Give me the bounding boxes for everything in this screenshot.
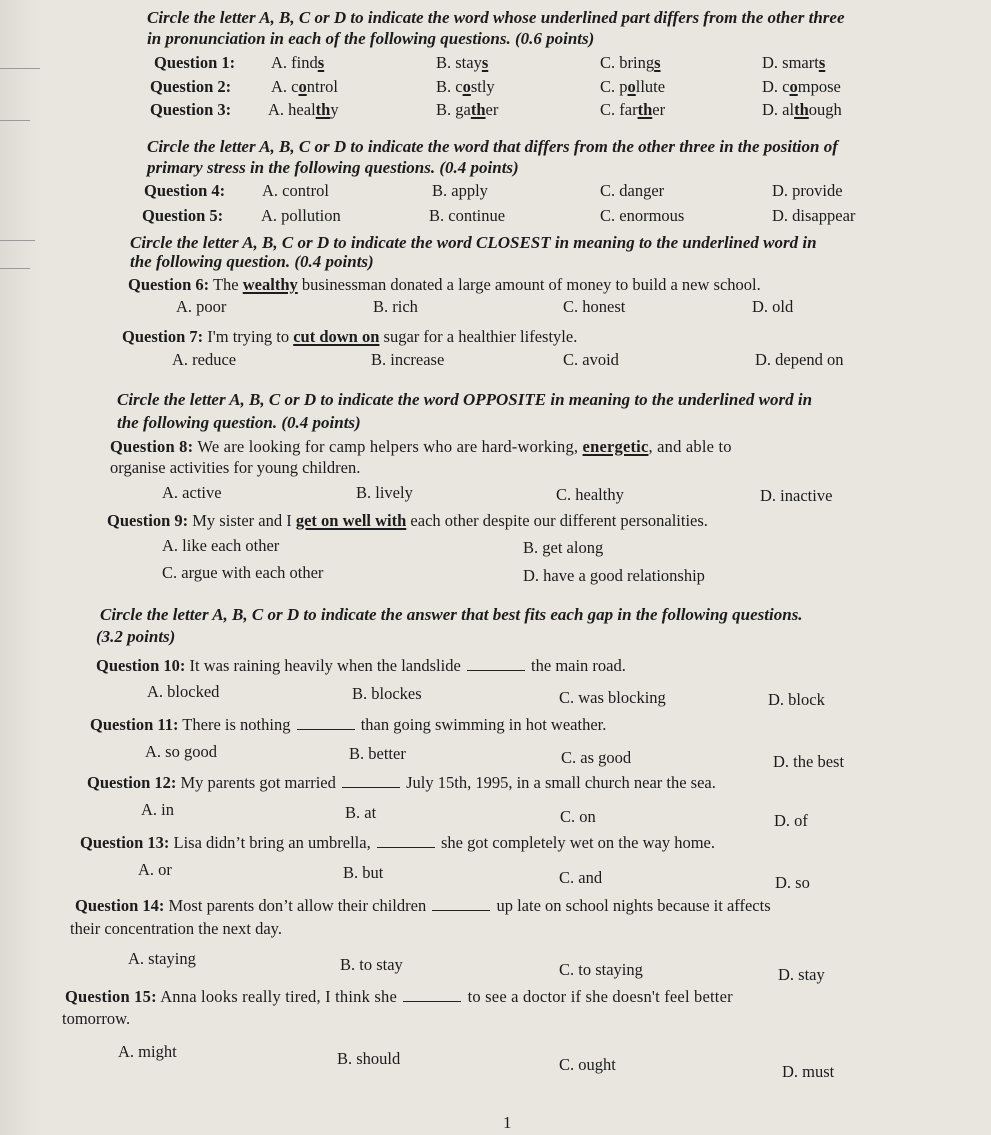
q12-option-c[interactable]: C. on (560, 807, 596, 826)
q3-option-c[interactable]: C. farther (600, 100, 666, 119)
section-4-instruction-line-2: the following question. (0.4 points) (117, 413, 361, 432)
q9-option-b[interactable]: B. get along (523, 538, 604, 557)
q1-option-c[interactable]: C. brings (600, 53, 661, 72)
q5-option-b[interactable]: B. continue (429, 206, 506, 225)
q5-option-d[interactable]: D. disappear (772, 206, 856, 225)
question-6-stem: Question 6: The wealthy businessman donated a large amount of money to build a new school. (128, 275, 761, 294)
section-1-instruction-line-1: Circle the letter A, B, C or D to indicate the word whose underlined part differs from the other three (147, 8, 845, 27)
q13-option-b[interactable]: B. but (343, 863, 384, 882)
q11-option-c[interactable]: C. as good (561, 748, 632, 767)
q13-option-d[interactable]: D. so (775, 873, 810, 892)
question-4-label: Question 4: (144, 181, 226, 200)
q14-option-d[interactable]: D. stay (778, 965, 825, 984)
answer-blank[interactable] (467, 670, 525, 671)
section-5-instruction-line-2: (3.2 points) (96, 627, 176, 646)
q1-option-b[interactable]: B. stays (436, 53, 489, 72)
page-edge-shadow (0, 0, 40, 1135)
q11-option-d[interactable]: D. the best (773, 752, 845, 771)
margin-rule (0, 120, 30, 121)
q12-option-d[interactable]: D. of (774, 811, 808, 830)
question-10-stem: Question 10: It was raining heavily when the landslide the main road. (96, 656, 626, 675)
question-7-stem: Question 7: I'm trying to cut down on sugar for a healthier lifestyle. (122, 327, 578, 346)
q9-option-c[interactable]: C. argue with each other (162, 563, 324, 582)
q3-option-d[interactable]: D. although (762, 100, 842, 119)
question-15-stem-line-2: tomorrow. (62, 1009, 131, 1028)
q5-option-c[interactable]: C. enormous (600, 206, 685, 225)
question-2-label: Question 2: (150, 77, 232, 96)
q6-option-d[interactable]: D. old (752, 297, 794, 316)
q14-option-a[interactable]: A. staying (128, 949, 196, 968)
question-1-label: Question 1: (154, 53, 236, 72)
answer-blank[interactable] (297, 729, 355, 730)
q1-option-a[interactable]: A. finds (271, 53, 325, 72)
question-15-stem: Question 15: Anna looks really tired, I think she to see a doctor if she doesn't feel better (65, 987, 733, 1006)
margin-rule (0, 240, 35, 241)
section-3-instruction-line-1: Circle the letter A, B, C or D to indicate the word CLOSEST in meaning to the underlined word in (130, 233, 817, 252)
question-8-stem-line-2: organise activities for young children. (110, 458, 361, 477)
q3-option-b[interactable]: B. gather (436, 100, 499, 119)
q4-option-b[interactable]: B. apply (432, 181, 488, 200)
q13-option-c[interactable]: C. and (559, 868, 603, 887)
q13-option-a[interactable]: A. or (138, 860, 172, 879)
q11-option-b[interactable]: B. better (349, 744, 406, 763)
page-number: 1 (503, 1113, 512, 1132)
answer-blank[interactable] (377, 847, 435, 848)
question-14-stem-line-2: their concentration the next day. (70, 919, 282, 938)
q4-option-a[interactable]: A. control (262, 181, 329, 200)
answer-blank[interactable] (432, 910, 490, 911)
q9-option-a[interactable]: A. like each other (162, 536, 280, 555)
question-5-label: Question 5: (142, 206, 224, 225)
q7-option-d[interactable]: D. depend on (755, 350, 844, 369)
section-5-instruction-line-1: Circle the letter A, B, C or D to indicate the answer that best fits each gap in the following questions. (100, 605, 803, 624)
question-9-stem: Question 9: My sister and I get on well with each other despite our different personalities. (107, 511, 708, 530)
q2-option-d[interactable]: D. compose (762, 77, 841, 96)
answer-blank[interactable] (342, 787, 400, 788)
q2-option-b[interactable]: B. costly (436, 77, 495, 96)
q15-option-a[interactable]: A. might (118, 1042, 177, 1061)
q2-option-a[interactable]: A. control (271, 77, 338, 96)
margin-rule (0, 268, 30, 269)
q4-option-c[interactable]: C. danger (600, 181, 665, 200)
q9-option-d[interactable]: D. have a good relationship (523, 566, 705, 585)
q1-option-d[interactable]: D. smarts (762, 53, 826, 72)
section-3-instruction-line-2: the following question. (0.4 points) (130, 252, 374, 271)
answer-blank[interactable] (403, 1001, 461, 1002)
section-2-instruction-line-2: primary stress in the following questions. (0.4 points) (147, 158, 519, 177)
q10-option-b[interactable]: B. blockes (352, 684, 422, 703)
question-12-stem: Question 12: My parents got married July 15th, 1995, in a small church near the sea. (87, 773, 716, 792)
q15-option-d[interactable]: D. must (782, 1062, 835, 1081)
section-1-instruction-line-2: in pronunciation in each of the following questions. (0.6 points) (147, 29, 595, 48)
q6-option-a[interactable]: A. poor (176, 297, 227, 316)
question-13-stem: Question 13: Lisa didn’t bring an umbrella, she got completely wet on the way home. (80, 833, 715, 852)
q10-option-a[interactable]: A. blocked (147, 682, 220, 701)
q7-option-a[interactable]: A. reduce (172, 350, 237, 369)
q7-option-b[interactable]: B. increase (371, 350, 445, 369)
q4-option-d[interactable]: D. provide (772, 181, 843, 200)
margin-rule (0, 68, 40, 69)
q11-option-a[interactable]: A. so good (145, 742, 217, 761)
q14-option-c[interactable]: C. to staying (559, 960, 643, 979)
q14-option-b[interactable]: B. to stay (340, 955, 403, 974)
q3-option-a[interactable]: A. healthy (268, 100, 339, 119)
q2-option-c[interactable]: C. pollute (600, 77, 666, 96)
question-3-label: Question 3: (150, 100, 232, 119)
q7-option-c[interactable]: C. avoid (563, 350, 619, 369)
q8-option-b[interactable]: B. lively (356, 483, 413, 502)
q8-option-a[interactable]: A. active (162, 483, 222, 502)
q10-option-c[interactable]: C. was blocking (559, 688, 666, 707)
q6-option-c[interactable]: C. honest (563, 297, 626, 316)
q12-option-b[interactable]: B. at (345, 803, 377, 822)
q12-option-a[interactable]: A. in (141, 800, 174, 819)
q6-option-b[interactable]: B. rich (373, 297, 418, 316)
section-2-instruction-line-1: Circle the letter A, B, C or D to indicate the word that differs from the other three in the position of (147, 137, 838, 156)
section-4-instruction-line-1: Circle the letter A, B, C or D to indicate the word OPPOSITE in meaning to the underlined word in (117, 390, 813, 409)
question-14-stem: Question 14: Most parents don’t allow their children up late on school nights because it affects (75, 896, 771, 915)
question-11-stem: Question 11: There is nothing than going swimming in hot weather. (90, 715, 607, 734)
q15-option-c[interactable]: C. ought (559, 1055, 616, 1074)
q15-option-b[interactable]: B. should (337, 1049, 401, 1068)
q10-option-d[interactable]: D. block (768, 690, 825, 709)
question-8-stem: Question 8: We are looking for camp helpers who are hard-working, energetic, and able to (110, 437, 732, 456)
q8-option-c[interactable]: C. healthy (556, 485, 624, 504)
q8-option-d[interactable]: D. inactive (760, 486, 833, 505)
q5-option-a[interactable]: A. pollution (261, 206, 341, 225)
